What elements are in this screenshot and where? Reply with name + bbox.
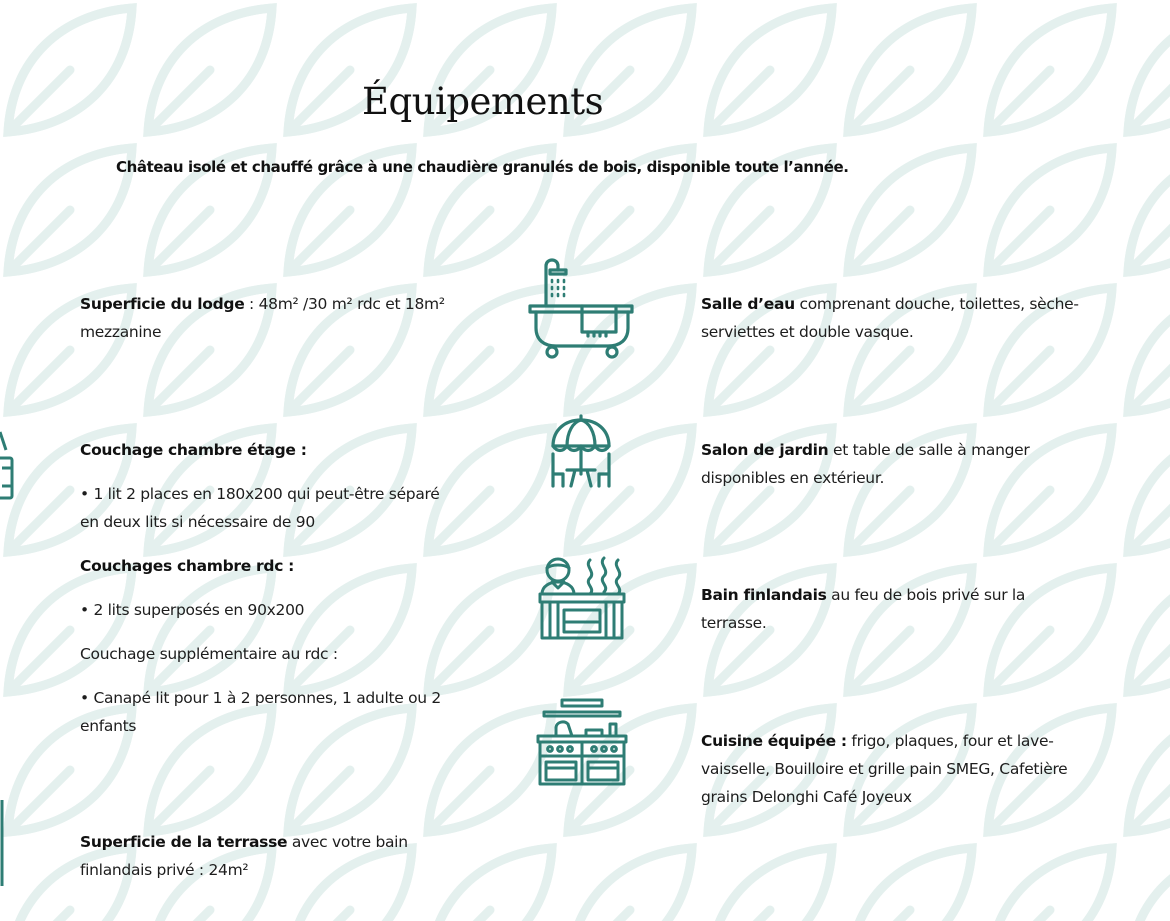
terrace-area-value: avec votre bain finlandais privé : 24m² (80, 833, 408, 879)
lodge-area-text (80, 290, 460, 346)
sauna-label: Bain finlandais (701, 586, 827, 604)
page-title: Équipements (362, 80, 604, 123)
kitchen-description: frigo, plaques, four et lave-vaisselle, Bouilloire et grille pain SMEG, Cafetière grains Delonghi Café Joyeux (701, 732, 1068, 806)
garden-label: Salon de jardin (701, 441, 829, 459)
lodge-area-value: : 48m² /30 m² rdc et 18m² mezzanine (80, 295, 445, 341)
garden-umbrella-icon (549, 414, 613, 490)
kitchen-text (701, 727, 1081, 811)
sleeping-arrangements (80, 436, 460, 740)
bed-floor-heading: Couchage chambre étage : (80, 441, 307, 459)
partial-edge-line (0, 800, 6, 886)
page-subtitle: Château isolé et chauffé grâce à une chaudière granulés de bois, disponible toute l’année. (116, 158, 849, 176)
bathtub-icon (528, 252, 636, 360)
garden-text (701, 436, 1041, 492)
extra-bed-item: • Canapé lit pour 1 à 2 personnes, 1 adulte ou 2 enfants (80, 689, 441, 735)
kitchen-label: Cuisine équipée : (701, 732, 847, 750)
terrace-area-text (80, 828, 420, 884)
sauna-text (701, 581, 1041, 637)
terrace-area-label: Superficie de la terrasse (80, 833, 288, 851)
sauna-description: au feu de bois privé sur la terrasse. (701, 586, 1026, 632)
bed-floor-item: • 1 lit 2 places en 180x200 qui peut-être séparé en deux lits si nécessaire de 90 (80, 485, 440, 531)
lodge-area-label: Superficie du lodge (80, 295, 245, 313)
extra-bed-heading: Couchage supplémentaire au rdc : (80, 645, 338, 663)
garden-description: et table de salle à manger disponibles en extérieur. (701, 441, 1030, 487)
finnish-bath-icon (538, 552, 626, 642)
partial-edge-icon (0, 428, 16, 504)
bathroom-text (701, 290, 1091, 346)
bathroom-label: Salle d’eau (701, 295, 795, 313)
bed-rdc-heading: Couchages chambre rdc : (80, 557, 295, 575)
bed-rdc-item: • 2 lits superposés en 90x200 (80, 601, 305, 619)
kitchen-stove-icon (536, 696, 628, 788)
bathroom-description: comprenant douche, toilettes, sèche-serviettes et double vasque. (701, 295, 1079, 341)
